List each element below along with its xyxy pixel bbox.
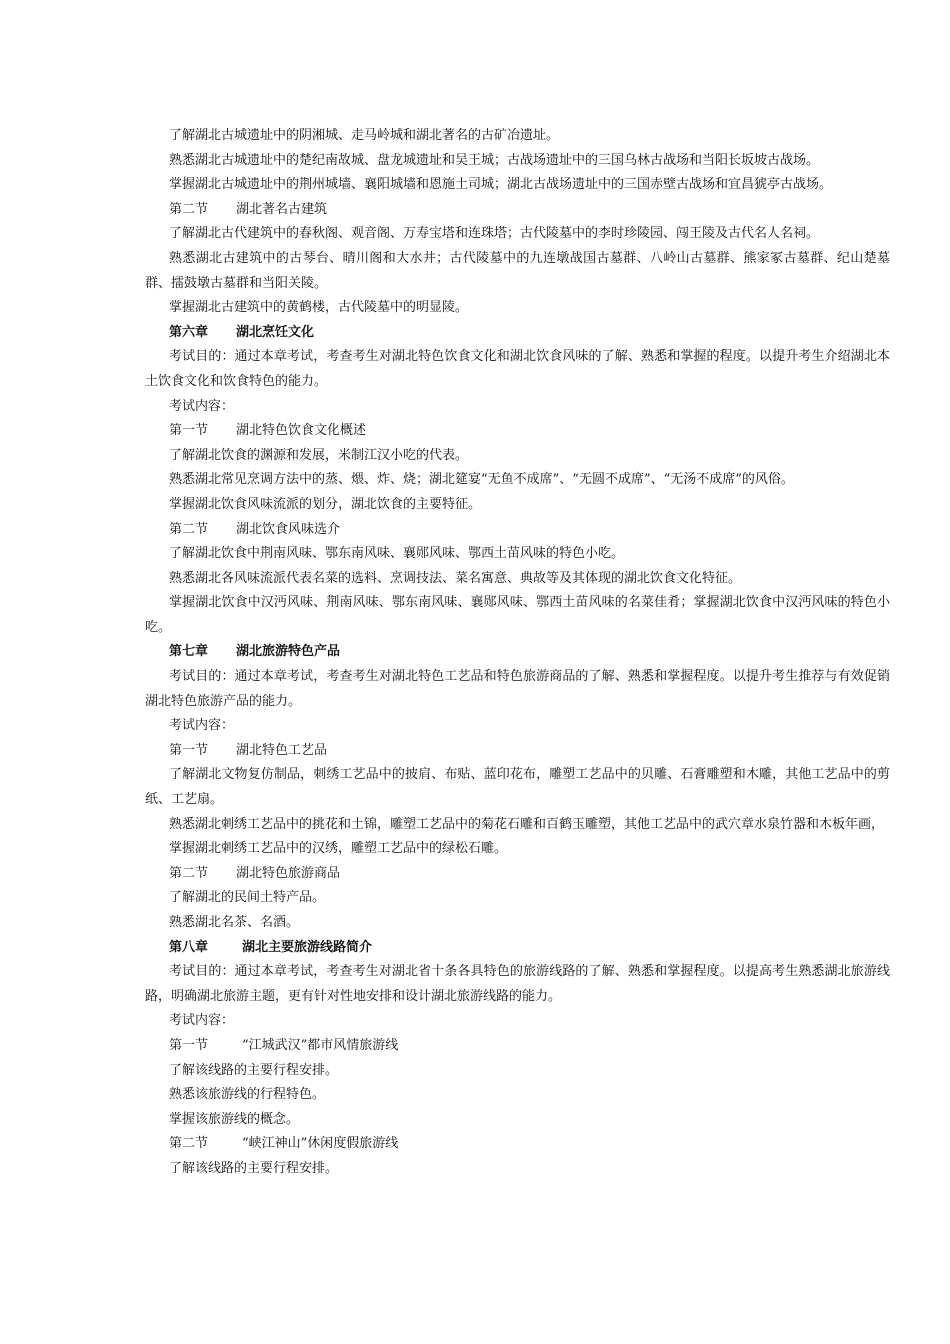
heading-number: 第一节	[169, 1037, 209, 1053]
paragraph: 掌握湖北刺绣工艺品中的汉绣，雕塑工艺品中的绿松石雕。	[169, 841, 508, 857]
section-heading	[145, 739, 890, 764]
section-heading	[145, 1034, 890, 1059]
heading-number: 第二节	[169, 865, 209, 881]
paragraph: 了解该线路的主要行程安排。	[169, 1062, 339, 1078]
paragraph: 熟悉该旅游线的行程特色。	[169, 1087, 326, 1103]
chapter-heading	[145, 936, 890, 961]
paragraph: 了解湖北文物复仿制品，刺绣工艺品中的披肩、布贴、蓝印花布，雕塑工艺品中的贝雕、石膏雕塑和木雕，其他工艺品中的剪纸、工艺扇。	[145, 767, 890, 808]
heading-title: 湖北饮食风味选介	[236, 521, 341, 537]
heading-title: 湖北特色饮食文化概述	[236, 423, 367, 439]
heading-number: 第八章	[169, 939, 209, 955]
paragraph: 了解湖北古城遗址中的阴湘城、走马岭城和湖北著名的古矿冶遗址。	[169, 128, 560, 143]
heading-number: 第二节	[169, 201, 209, 217]
heading-number: 第一节	[169, 423, 209, 439]
paragraph: 了解湖北饮食的渊源和发展，米制江汉小吃的代表。	[169, 447, 469, 463]
paragraph: 考试内容：	[169, 398, 235, 414]
paragraph: 掌握湖北饮食风味流派的划分，湖北饮食的主要特征。	[169, 496, 482, 512]
paragraph: 掌握该旅游线的概念。	[169, 1111, 300, 1127]
chapter-heading	[145, 321, 890, 346]
paragraph: 熟悉湖北刺绣工艺品中的挑花和土锦，雕塑工艺品中的菊花石雕和百鹤玉雕塑，其他工艺品中的武穴章水泉竹器和木板年画，	[169, 816, 885, 832]
heading-number: 第六章	[169, 324, 209, 340]
heading-number: 第一节	[169, 742, 209, 758]
heading-title: 湖北烹饪文化	[236, 324, 315, 340]
paragraph: 熟悉湖北名茶、名酒。	[169, 915, 300, 930]
paragraph: 掌握湖北古建筑中的黄鹤楼，古代陵墓中的明显陵。	[169, 300, 469, 316]
paragraph: 熟悉湖北常见烹调方法中的蒸、煨、炸、烧；湖北筵宴“无鱼不成席”、“无圆不成席”、“无汤不成席”的风俗。	[169, 472, 794, 488]
paragraph: 考试目的：通过本章考试，考查考生对湖北省十条各具特色的旅游线路的了解、熟悉和掌握程度。以提高考生熟悉湖北旅游线路，明确湖北旅游主题，更有针对性地安排和设计湖北旅游线路的能力。	[145, 964, 890, 1004]
paragraph: 考试内容：	[169, 1013, 235, 1029]
heading-title: 湖北特色旅游商品	[236, 865, 341, 881]
heading-title: 湖北特色工艺品	[236, 742, 328, 758]
heading-title: 湖北旅游特色产品	[236, 644, 341, 660]
section-heading	[145, 862, 890, 887]
section-heading	[145, 198, 890, 223]
paragraph: 掌握湖北古城遗址中的荆州城墙、襄阳城墙和恩施土司城；湖北古战场遗址中的三国赤壁古战场和宜昌猇亭古战场。	[169, 177, 833, 193]
section-heading	[145, 518, 890, 543]
document-page	[145, 124, 890, 1182]
heading-title: “峡江神山”休闲度假旅游线	[242, 1136, 399, 1152]
heading-number: 第二节	[169, 1136, 209, 1152]
heading-number: 第二节	[169, 521, 209, 537]
heading-title: 湖北主要旅游线路简介	[242, 939, 373, 955]
heading-title: “江城武汉”都市风情旅游线	[242, 1037, 399, 1053]
paragraph: 了解湖北古代建筑中的春秋阁、观音阁、万寿宝塔和连珠塔；古代陵墓中的李时珍陵园、闯王陵及古代名人名祠。	[169, 226, 820, 242]
paragraph: 了解湖北的民间土特产品。	[169, 890, 326, 906]
heading-title: 湖北著名古建筑	[236, 201, 328, 217]
section-heading	[145, 1132, 890, 1157]
paragraph: 熟悉湖北古建筑中的古琴台、晴川阁和大水井；古代陵墓中的九连墩战国古墓群、八岭山古墓群、熊家冢古墓群、纪山楚墓群、擂鼓墩古墓群和当阳关陵。	[145, 250, 890, 291]
paragraph: 考试目的：通过本章考试，考查考生对湖北特色工艺品和特色旅游商品的了解、熟悉和掌握程度。以提升考生推荐与有效促销湖北特色旅游产品的能力。	[145, 669, 890, 709]
paragraph: 考试目的：通过本章考试，考查考生对湖北特色饮食文化和湖北饮食风味的了解、熟悉和掌握的程度。以提升考生介绍湖北本土饮食文化和饮食特色的能力。	[145, 349, 890, 389]
heading-number: 第七章	[169, 644, 209, 660]
paragraph: 熟悉湖北古城遗址中的楚纪南故城、盘龙城遗址和吴王城；古战场遗址中的三国乌林古战场和当阳长坂坡古战场。	[169, 152, 820, 168]
paragraph: 熟悉湖北各风味流派代表名菜的选料、烹调技法、菜名寓意、典故等及其体现的湖北饮食文化特征。	[169, 570, 742, 586]
paragraph: 了解该线路的主要行程安排。	[169, 1160, 339, 1176]
chapter-heading	[145, 640, 890, 665]
paragraph: 了解湖北饮食中荆南风味、鄂东南风味、襄郧风味、鄂西土苗风味的特色小吃。	[169, 546, 625, 562]
paragraph: 考试内容：	[169, 718, 235, 734]
section-heading	[145, 419, 890, 444]
paragraph: 掌握湖北饮食中汉沔风味、荆南风味、鄂东南风味、襄郧风味、鄂西土苗风味的名菜佳肴；掌握湖北饮食中汉沔风味的特色小吃。	[145, 595, 890, 635]
